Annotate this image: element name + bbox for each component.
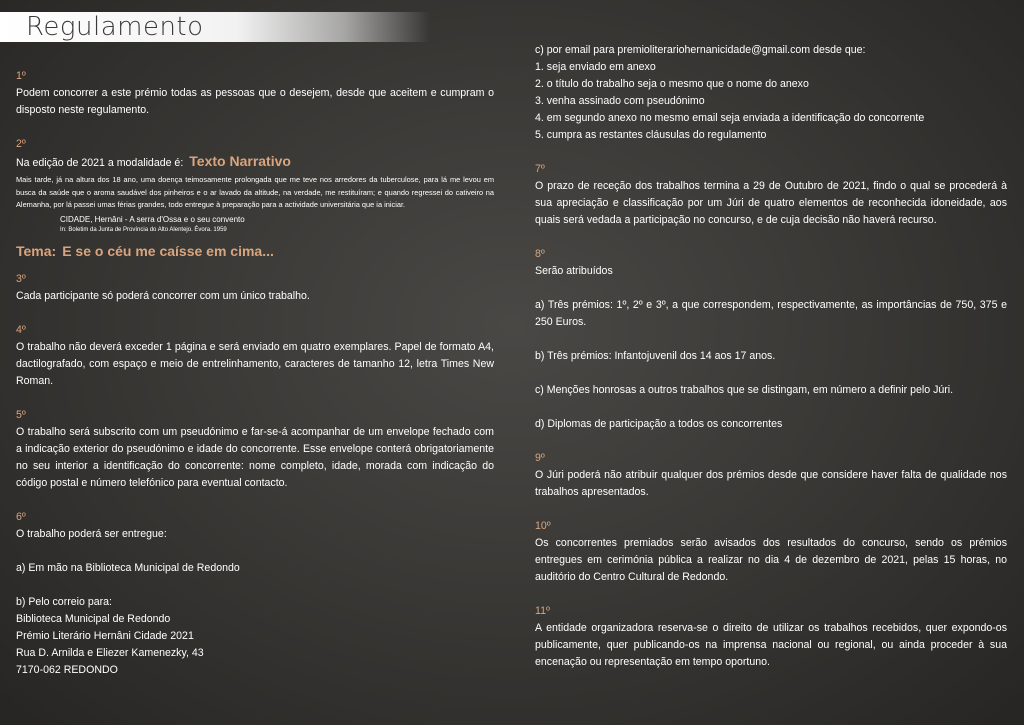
theme-label: Tema: (16, 242, 57, 259)
section-number: 7º (535, 163, 545, 175)
section-text: Podem concorrer a este prémio todas as pessoas que o desejem, desde que aceitem e cumpram o disposto neste regulamento. (16, 87, 494, 116)
section-number: 5º (16, 408, 26, 421)
section-text: A entidade organizadora reserva-se o direito de utilizar os trabalhos recebidos, quer expondo-os publicamente, quer publicando-os na imprensa nacional ou regional, ou ainda proceder à sua encenação ou representação em tempo oportuno. (535, 622, 1007, 668)
section-number: 10º (535, 520, 551, 532)
address-line: 7170-062 REDONDO (16, 663, 118, 676)
section-number: 4º (16, 323, 26, 336)
modality-value: Texto Narrativo (189, 153, 291, 169)
prize-d: d) Diplomas de participação a todos os concorrentes (535, 418, 783, 430)
section-number: 6º (16, 510, 26, 523)
section-text: O prazo de receção dos trabalhos termina a 29 de Outubro de 2021, findo o qual se procederá à sua apreciação e classificação por um Júri de quatro elementos de reconhecida idoneidade, aos quais será vedada a participação no concurso, e de cuja decisão não haverá recurso. (535, 180, 1007, 226)
quote-text: Mais tarde, já na altura dos 18 ano, uma doença teimosamente prolongada que me teve nos arredores da tuberculose, para lá me levou em busca da saúde que o aroma saudável dos pinheiros e o ar lavado da altitude, na verdade, me restituíram; e quando regressei do cativeiro na Alemanha, por lá passei umas férias grandes, todo entregue à preparação para a actividade universitária que ia iniciar. (16, 175, 494, 209)
left-column (16, 68, 494, 679)
section-number: 3º (16, 272, 26, 285)
section-number: 9º (535, 452, 545, 464)
email-condition: 3. venha assinado com pseudónimo (535, 95, 705, 107)
section-number: 8º (535, 248, 545, 260)
email-option-intro: c) por email para premioliterariohernanicidade@gmail.com desde que: (535, 44, 866, 56)
address-line: Prémio Literário Hernâni Cidade 2021 (16, 629, 194, 642)
section-text: O trabalho será subscrito com um pseudónimo e far-se-á acompanhar de um envelope fechado com a indicação exterior do pseudónimo e idade do concorrente. Esse envelope conterá obrigatoriamente no seu interior a identificação do concorrente: nome completo, idade, morada com indicação do código postal e número telefónico para eventual contacto. (16, 425, 494, 489)
right-column (535, 42, 1007, 671)
section-text: O trabalho poderá ser entregue: (16, 527, 167, 540)
address-line: Rua D. Arnilda e Eliezer Kamenezky, 43 (16, 646, 204, 659)
prize-c: c) Menções honrosas a outros trabalhos que se distingam, em número a definir pelo Júri. (535, 384, 954, 396)
email-condition: 5. cumpra as restantes cláusulas do regulamento (535, 129, 767, 141)
email-condition: 1. seja enviado em anexo (535, 61, 656, 73)
prize-b: b) Três prémios: Infantojuvenil dos 14 aos 17 anos. (535, 350, 776, 362)
title-banner (0, 12, 430, 42)
theme-value: E se o céu me caísse em cima... (62, 242, 274, 259)
section-number: 1º (16, 70, 26, 82)
modality-line (16, 153, 494, 172)
section-number: 2º (16, 138, 26, 150)
page-title: Regulamento (26, 12, 204, 42)
section-text: Os concorrentes premiados serão avisados dos resultados do concurso, sendo os prémios entregues em cerimónia pública a realizar no dia 4 de dezembro de 2021, pelas 15 horas, no auditório do Centro Cultural de Redondo. (535, 537, 1007, 583)
prize-a: a) Três prémios: 1º, 2º e 3º, a que correspondem, respectivamente, as importâncias de 750, 375 e 250 Euros. (535, 299, 1007, 328)
section-number: 11º (535, 605, 550, 617)
quote-citation: CIDADE, Hernâni - A serra d'Ossa e o seu convento (60, 214, 245, 224)
email-condition: 4. em segundo anexo no mesmo email seja enviada a identificação do concorrente (535, 112, 925, 124)
delivery-option-a: a) Em mão na Biblioteca Municipal de Redondo (16, 561, 240, 574)
section-text: O Júri poderá não atribuir qualquer dos prémios desde que considere haver falta de qualidade nos trabalhos apresentados. (535, 469, 1007, 498)
delivery-option-b: b) Pelo correio para: (16, 595, 112, 608)
email-condition: 2. o título do trabalho seja o mesmo que o nome do anexo (535, 78, 809, 90)
address-line: Biblioteca Municipal de Redondo (16, 612, 171, 625)
modality-intro: Na edição de 2021 a modalidade é: (16, 157, 184, 169)
section-text: Serão atribuídos (535, 265, 613, 277)
section-text: Cada participante só poderá concorrer com um único trabalho. (16, 289, 310, 302)
theme-line (16, 241, 494, 261)
quote-source: In: Boletim da Junta de Província do Alto Alentejo. Évora. 1959 (60, 226, 227, 233)
section-text: O trabalho não deverá exceder 1 página e será enviado em quatro exemplares. Papel de formato A4, dactilografado, com espaço e meio de entrelinhamento, caracteres de tamanho 12, letra Times New Roman. (16, 340, 494, 387)
